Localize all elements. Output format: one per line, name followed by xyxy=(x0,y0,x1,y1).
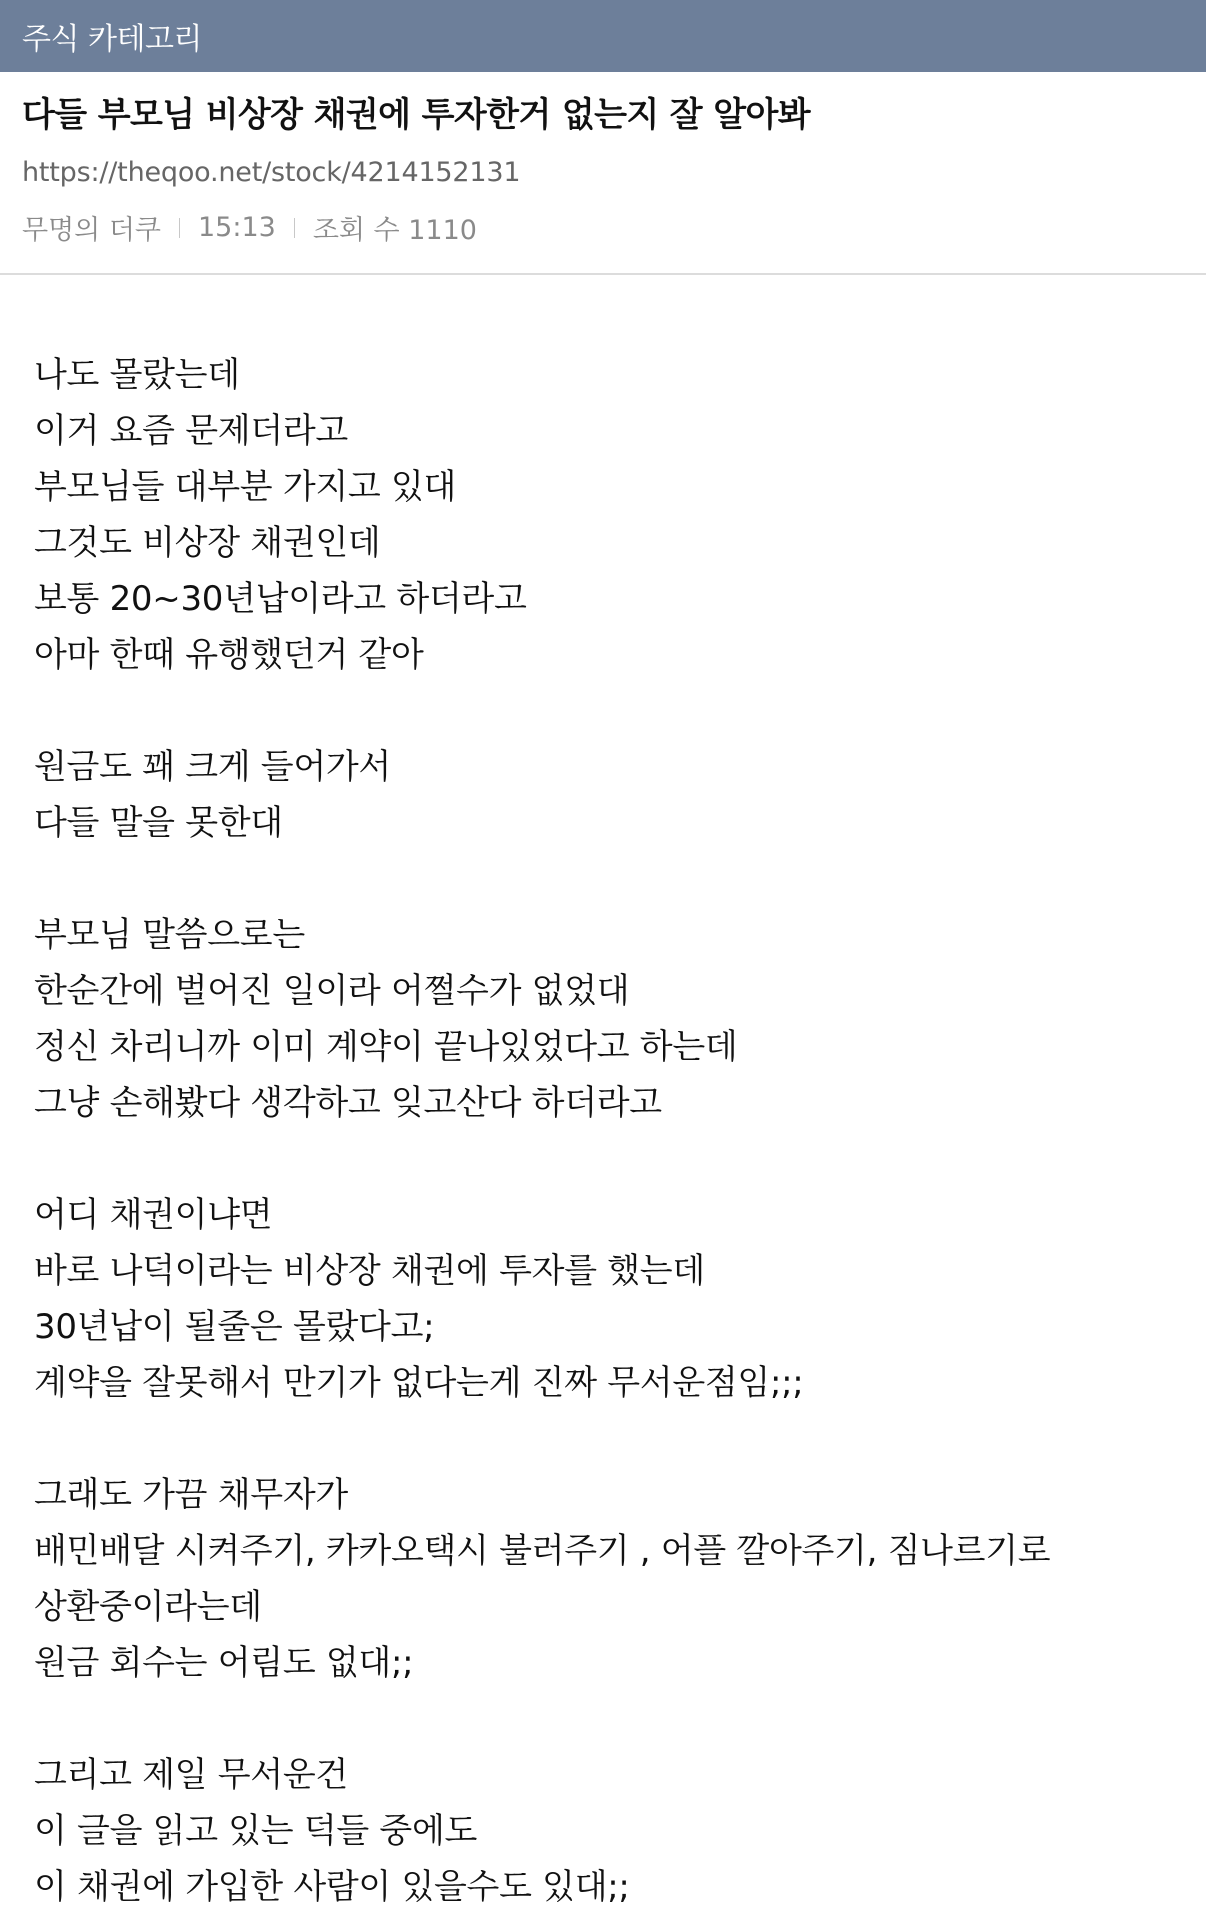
body-line: 정신 차리니까 이미 계약이 끝나있었다고 하는데 xyxy=(34,1027,738,1067)
body-blank-line xyxy=(34,1411,1172,1467)
body-line: 아마 한때 유행했던거 같아 xyxy=(34,635,424,675)
post-body xyxy=(0,275,1206,1909)
body-line: 그냥 손해봤다 생각하고 잊고산다 하더라고 xyxy=(34,1083,662,1123)
body-line: 이 글을 읽고 있는 덕들 중에도 xyxy=(34,1811,478,1851)
body-line: 계약을 잘못해서 만기가 없다는게 진짜 무서운점임;;; xyxy=(34,1363,804,1403)
post-url[interactable]: https://theqoo.net/stock/4214152131 xyxy=(22,157,521,188)
post-header xyxy=(0,72,1206,275)
body-blank-line xyxy=(34,851,1172,907)
body-line: 30년납이 될줄은 몰랐다고; xyxy=(34,1307,435,1347)
body-blank-line xyxy=(34,683,1172,739)
body-line: 그것도 비상장 채권인데 xyxy=(34,523,381,563)
body-blank-line xyxy=(34,1131,1172,1187)
body-line: 부모님들 대부분 가지고 있대 xyxy=(34,467,457,507)
body-line: 보통 20~30년납이라고 하더라고 xyxy=(34,579,527,619)
body-line: 이거 요즘 문제더라고 xyxy=(34,411,348,451)
body-line: 배민배달 시켜주기, 카카오택시 불러주기 , 어플 깔아주기, 짐나르기로 xyxy=(34,1531,1051,1571)
body-line: 다들 말을 못한대 xyxy=(34,803,283,843)
body-line: 이 채권에 가입한 사람이 있을수도 있대;; xyxy=(34,1867,630,1907)
body-line: 바로 나덕이라는 비상장 채권에 투자를 했는데 xyxy=(34,1251,705,1291)
body-line: 어디 채권이냐면 xyxy=(34,1195,273,1235)
body-line: 그리고 제일 무서운건 xyxy=(34,1755,348,1795)
meta-divider xyxy=(294,218,295,238)
body-line: 그래도 가끔 채무자가 xyxy=(34,1475,348,1515)
view-count: 조회 수 1110 xyxy=(312,215,477,246)
body-line: 부모님 말씀으로는 xyxy=(34,915,305,955)
post-title: 다들 부모님 비상장 채권에 투자한거 없는지 잘 알아봐 xyxy=(22,95,811,135)
post-time: 15:13 xyxy=(198,212,276,243)
author-name: 무명의 더쿠 xyxy=(22,215,161,246)
body-line: 원금도 꽤 크게 들어가서 xyxy=(34,747,391,787)
body-line: 원금 회수는 어림도 없대;; xyxy=(34,1643,414,1683)
category-label[interactable]: 주식 카테고리 xyxy=(22,22,202,57)
category-bar[interactable] xyxy=(0,0,1206,72)
body-blank-line xyxy=(34,1691,1172,1747)
body-line: 상환중이라는데 xyxy=(34,1587,262,1627)
post-meta xyxy=(22,208,1184,247)
meta-divider xyxy=(179,218,180,238)
body-line: 나도 몰랐는데 xyxy=(34,355,240,395)
body-line: 한순간에 벌어진 일이라 어쩔수가 없었대 xyxy=(34,971,630,1011)
